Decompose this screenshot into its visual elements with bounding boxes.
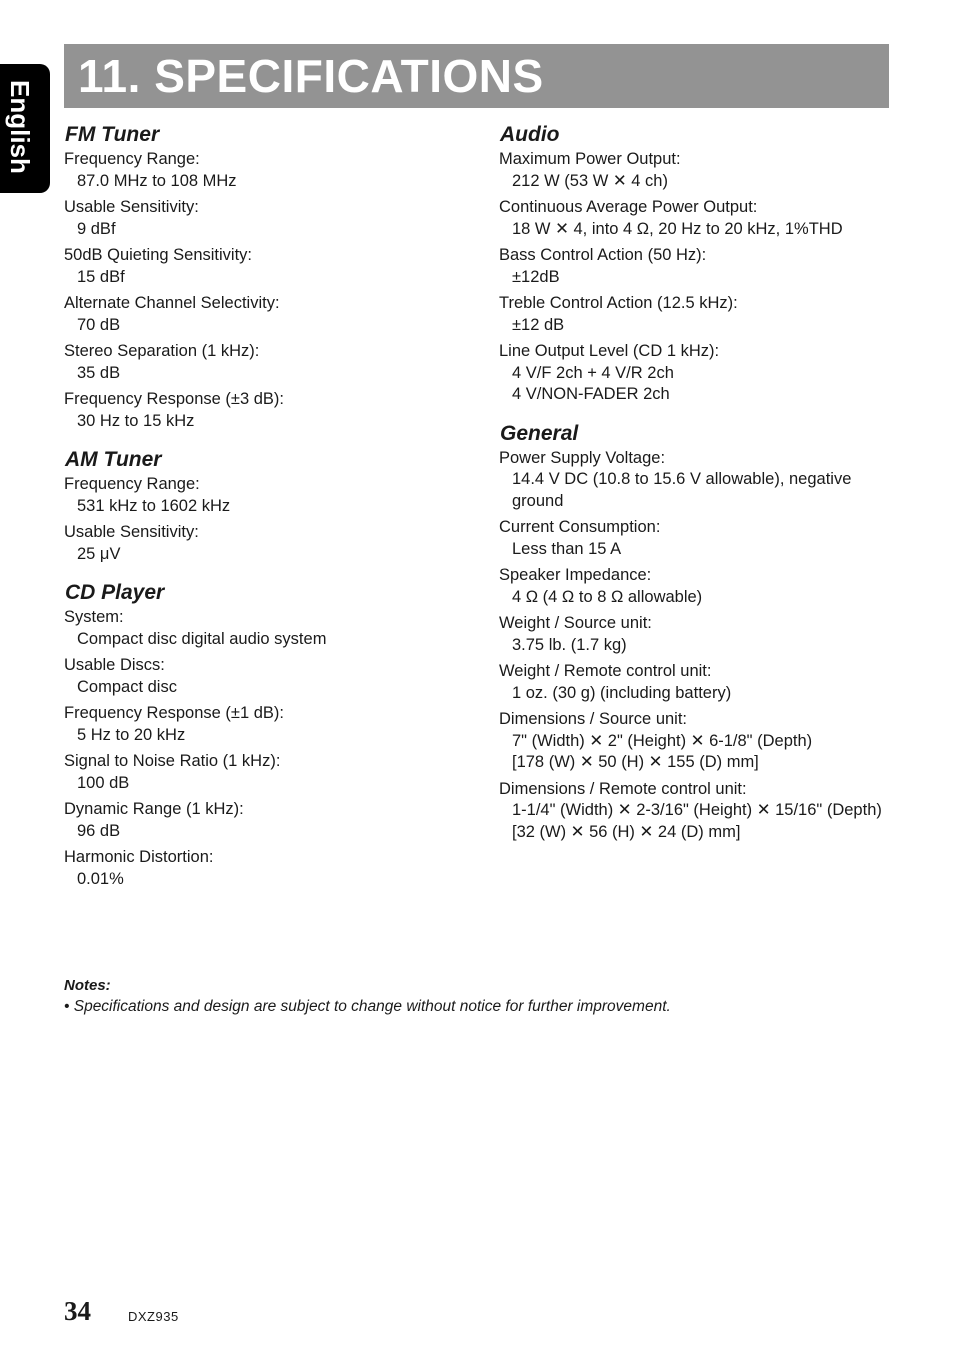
spec-label: Weight / Remote control unit: xyxy=(499,662,712,680)
spec-label: Dimensions / Remote control unit: xyxy=(499,779,747,798)
spec-value: 100 dB xyxy=(77,773,130,792)
spec-item xyxy=(64,799,484,842)
right-column xyxy=(499,122,899,858)
spec-item xyxy=(499,149,899,192)
spec-label: Power Supply Voltage: xyxy=(499,448,666,467)
spec-value: 531 kHz to 1602 kHz xyxy=(77,496,231,515)
language-side-tab xyxy=(0,64,50,193)
section-heading: General xyxy=(500,421,579,445)
spec-label: Frequency Range: xyxy=(64,475,200,493)
spec-label: Weight / Source unit: xyxy=(499,614,652,632)
spec-label: Alternate Channel Selectivity: xyxy=(64,294,280,312)
spec-item xyxy=(499,709,899,774)
spec-value: Compact disc xyxy=(77,677,177,696)
spec-label: Bass Control Action (50 Hz): xyxy=(499,246,707,264)
spec-value: [32 (W) ✕ 56 (H) ✕ 24 (D) mm] xyxy=(512,822,741,841)
spec-item xyxy=(499,341,899,406)
spec-value: 30 Hz to 15 kHz xyxy=(77,411,195,430)
spec-item xyxy=(64,751,484,794)
spec-value: 14.4 V DC (10.8 to 15.6 V allowable), negative ground xyxy=(512,470,852,510)
spec-value: ±12dB xyxy=(512,267,560,286)
spec-item xyxy=(64,703,484,746)
spec-value: 25 μV xyxy=(77,544,121,563)
spec-item xyxy=(499,245,899,288)
spec-section xyxy=(64,122,484,432)
spec-label: Speaker Impedance: xyxy=(499,566,652,584)
spec-label: Stereo Separation (1 kHz): xyxy=(64,342,260,360)
spec-item xyxy=(64,389,484,432)
spec-item xyxy=(64,341,484,384)
spec-section xyxy=(499,122,899,406)
spec-value: 87.0 MHz to 108 MHz xyxy=(77,171,237,190)
spec-value: [178 (W) ✕ 50 (H) ✕ 155 (D) mm] xyxy=(512,753,759,771)
spec-item xyxy=(499,613,899,656)
spec-value: Less than 15 A xyxy=(512,539,622,558)
spec-item xyxy=(499,779,899,844)
spec-value: 70 dB xyxy=(77,315,121,334)
spec-item xyxy=(499,197,899,240)
spec-value: 4 V/NON-FADER 2ch xyxy=(512,385,670,403)
notes-section xyxy=(64,976,864,1018)
spec-label: Frequency Response (±3 dB): xyxy=(64,390,284,408)
spec-label: Usable Sensitivity: xyxy=(64,523,199,541)
spec-item xyxy=(64,245,484,288)
spec-section xyxy=(64,580,484,890)
spec-label: Frequency Response (±1 dB): xyxy=(64,704,284,722)
spec-value: 9 dBf xyxy=(77,219,116,238)
model-number: DXZ935 xyxy=(128,1309,179,1324)
spec-label: Continuous Average Power Output: xyxy=(499,198,758,216)
spec-label: Dimensions / Source unit: xyxy=(499,710,688,728)
spec-value: 18 W ✕ 4, into 4 Ω, 20 Hz to 20 kHz, 1%THD xyxy=(512,219,843,238)
spec-label: Harmonic Distortion: xyxy=(64,848,214,866)
section-heading: CD Player xyxy=(65,581,165,604)
spec-label: Line Output Level (CD 1 kHz): xyxy=(499,342,720,360)
spec-value: 96 dB xyxy=(77,821,121,840)
language-tab-label: English xyxy=(5,80,35,174)
section-heading: FM Tuner xyxy=(65,123,160,146)
spec-item xyxy=(64,293,484,336)
section-heading: Audio xyxy=(500,123,560,146)
page-number: 34 xyxy=(64,1296,91,1326)
spec-value: 3.75 lb. (1.7 kg) xyxy=(512,635,627,654)
spec-label: Maximum Power Output: xyxy=(499,150,681,168)
spec-label: Usable Sensitivity: xyxy=(64,198,199,216)
spec-value: 7" (Width) ✕ 2" (Height) ✕ 6-1/8" (Depth) xyxy=(512,731,813,750)
spec-item xyxy=(499,661,899,704)
spec-section xyxy=(64,447,484,565)
spec-value: 1 oz. (30 g) (including battery) xyxy=(512,683,732,702)
section-heading: AM Tuner xyxy=(65,448,162,471)
spec-section xyxy=(499,421,899,844)
spec-item xyxy=(64,474,484,517)
spec-label: Treble Control Action (12.5 kHz): xyxy=(499,294,738,312)
spec-label: Usable Discs: xyxy=(64,656,165,674)
spec-label: Frequency Range: xyxy=(64,150,200,168)
spec-item xyxy=(499,293,899,336)
spec-value: 212 W (53 W ✕ 4 ch) xyxy=(512,171,668,190)
spec-label: System: xyxy=(64,608,124,626)
spec-value: 0.01% xyxy=(77,869,124,888)
spec-item xyxy=(499,565,899,608)
spec-value: 1-1/4" (Width) ✕ 2-3/16" (Height) ✕ 15/16" (Depth) xyxy=(512,801,882,819)
spec-label: 50dB Quieting Sensitivity: xyxy=(64,246,253,264)
spec-item xyxy=(64,197,484,240)
spec-item xyxy=(64,607,484,650)
spec-value: Compact disc digital audio system xyxy=(77,629,327,648)
spec-item xyxy=(499,517,899,560)
spec-item xyxy=(64,847,484,890)
spec-item xyxy=(64,655,484,698)
left-column xyxy=(64,122,484,905)
spec-label: Dynamic Range (1 kHz): xyxy=(64,800,244,818)
notes-item: • Specifications and design are subject to change without notice for further improvement. xyxy=(64,998,671,1015)
notes-heading: Notes: xyxy=(64,977,111,994)
page-title: 11. SPECIFICATIONS xyxy=(78,50,544,102)
spec-item xyxy=(64,149,484,192)
spec-value: 35 dB xyxy=(77,363,121,382)
spec-value: 4 Ω (4 Ω to 8 Ω allowable) xyxy=(512,587,703,606)
title-bar xyxy=(64,44,889,108)
spec-item xyxy=(64,522,484,565)
spec-value: 15 dBf xyxy=(77,267,125,286)
spec-value: 5 Hz to 20 kHz xyxy=(77,725,186,744)
spec-item xyxy=(499,448,899,513)
spec-value: ±12 dB xyxy=(512,315,565,334)
spec-label: Current Consumption: xyxy=(499,518,661,536)
spec-label: Signal to Noise Ratio (1 kHz): xyxy=(64,752,281,770)
spec-value: 4 V/F 2ch + 4 V/R 2ch xyxy=(512,363,674,382)
